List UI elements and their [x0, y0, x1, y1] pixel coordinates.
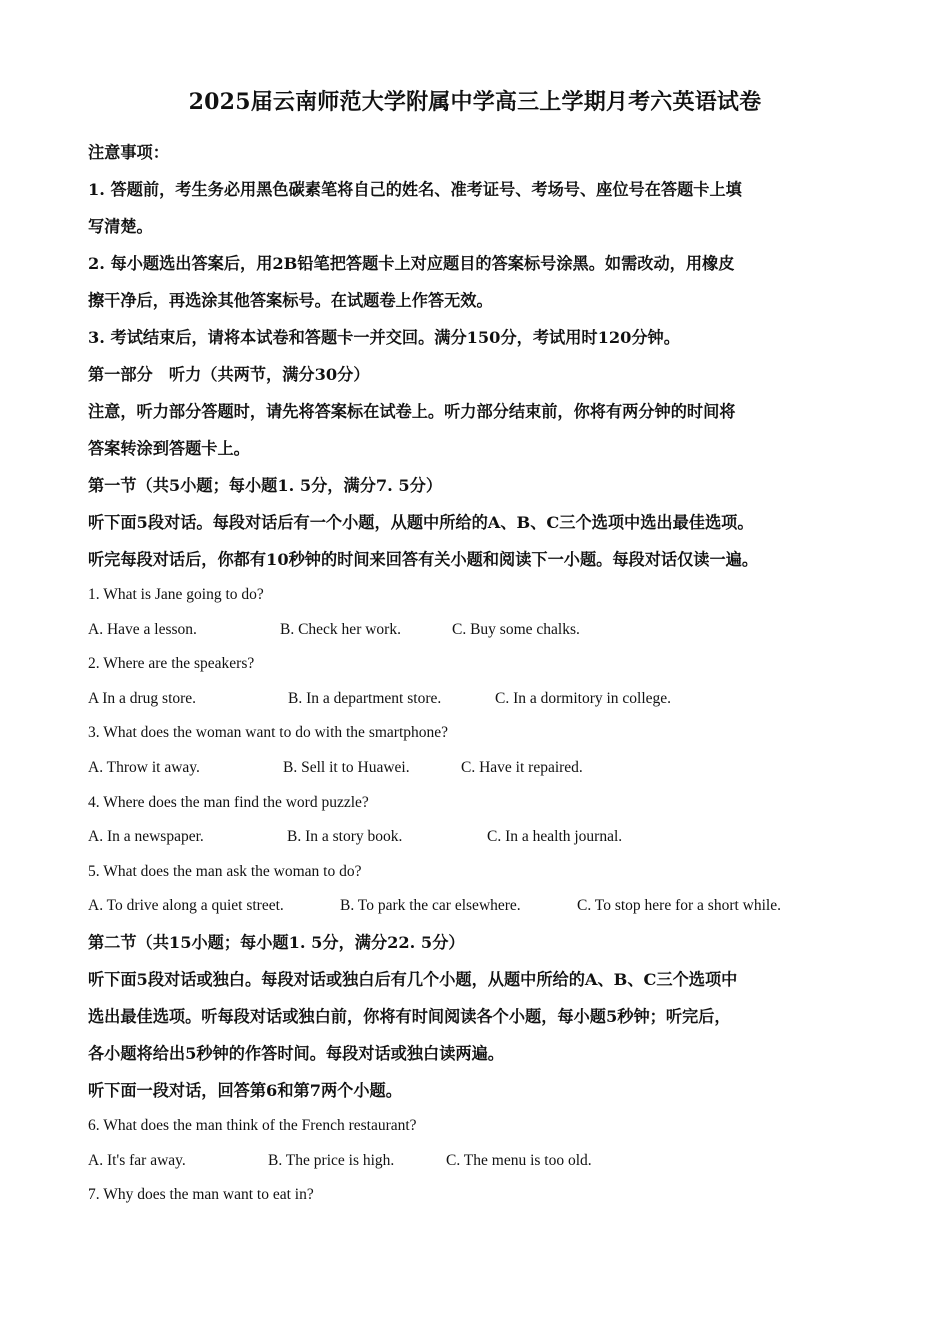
option-b: B. In a story book. [287, 828, 403, 846]
option-c: C. In a dormitory in college. [495, 689, 672, 707]
question-4: 4. Where does the man find the word puzzle? [88, 793, 369, 811]
notice-line: 1. 答题前，考生务必用黑色碳素笔将自己的姓名、准考证号、考场号、座位号在答题卡上填 [88, 180, 742, 199]
question-3: 3. What does the woman want to do with the smartphone? [88, 724, 449, 742]
notice-heading: 注意事项： [88, 143, 169, 162]
option-a: A. Throw it away. [88, 758, 200, 776]
question-1: 1. What is Jane going to do? [88, 586, 264, 603]
option-a: A In a drug store. [88, 689, 197, 707]
question-2: 2. Where are the speakers? [88, 655, 255, 673]
option-b: B. The price is high. [268, 1151, 395, 1169]
notice-line: 2. 每小题选出答案后，用2B铅笔把答题卡上对应题目的答案标号涂黑。如需改动，用橡皮 [88, 254, 735, 273]
part1-note: 答案转涂到答题卡上。 [88, 439, 250, 458]
option-b: B. To park the car elsewhere. [340, 897, 521, 915]
option-c: C. Buy some chalks. [452, 620, 580, 638]
option-c: C. The menu is too old. [446, 1151, 592, 1169]
options-6 [88, 1144, 888, 1179]
section2-instruction: 各小题将给出5秒钟的作答时间。每段对话或独白读两遍。 [88, 1043, 504, 1063]
option-b: B. Check her work. [280, 620, 401, 638]
notice-line: 擦干净后，再选涂其他答案标号。在试题卷上作答无效。 [88, 291, 493, 310]
question-5: 5. What does the man ask the woman to do? [88, 862, 362, 880]
section2-sub-instruction: 听下面一段对话，回答第6和第7两个小题。 [88, 1080, 402, 1100]
options-4 [88, 820, 888, 855]
option-b: B. In a department store. [288, 689, 442, 707]
notice-line: 3. 考试结束后，请将本试卷和答题卡一并交回。满分150分，考试用时120分钟。 [88, 328, 680, 347]
options-1 [88, 613, 888, 648]
page-title: 2025届云南师范大学附属中学高三上学期月考六英语试卷 [188, 89, 762, 115]
options-2 [88, 682, 888, 717]
option-c: C. To stop here for a short while. [577, 897, 781, 915]
section1-heading: 第一节（共5小题；每小题1. 5分，满分7. 5分） [88, 476, 443, 495]
notice-line: 写清楚。 [88, 217, 153, 236]
option-a: A. Have a lesson. [88, 620, 197, 638]
options-3 [88, 751, 888, 786]
question-6: 6. What does the man think of the French restaurant? [88, 1116, 417, 1134]
option-a: A. In a newspaper. [88, 828, 204, 846]
section1-instruction: 听完每段对话后，你都有10秒钟的时间来回答有关小题和阅读下一小题。每段对话仅读一遍。 [88, 550, 759, 569]
section1-instruction: 听下面5段对话。每段对话后有一个小题，从题中所给的A、B、C三个选项中选出最佳选项。 [88, 513, 754, 532]
option-a: A. To drive along a quiet street. [88, 897, 284, 915]
part1-heading: 第一部分 听力（共两节，满分30分） [88, 365, 370, 384]
question-7: 7. Why does the man want to eat in? [88, 1186, 314, 1204]
section2-instruction: 选出最佳选项。听每段对话或独白前，你将有时间阅读各个小题，每小题5秒钟；听完后， [88, 1006, 731, 1026]
section2-instruction: 听下面5段对话或独白。每段对话或独白后有几个小题，从题中所给的A、B、C三个选项中 [88, 969, 738, 989]
option-c: C. Have it repaired. [461, 758, 583, 776]
option-a: A. It's far away. [88, 1151, 186, 1169]
options-5 [88, 889, 888, 924]
exam-content [88, 134, 888, 1213]
section2-heading: 第二节（共15小题；每小题1. 5分，满分22. 5分） [88, 932, 465, 952]
option-b: B. Sell it to Huawei. [283, 758, 410, 776]
part1-note: 注意，听力部分答题时，请先将答案标在试卷上。听力部分结束前，你将有两分钟的时间将 [88, 402, 736, 421]
option-c: C. In a health journal. [487, 828, 623, 846]
